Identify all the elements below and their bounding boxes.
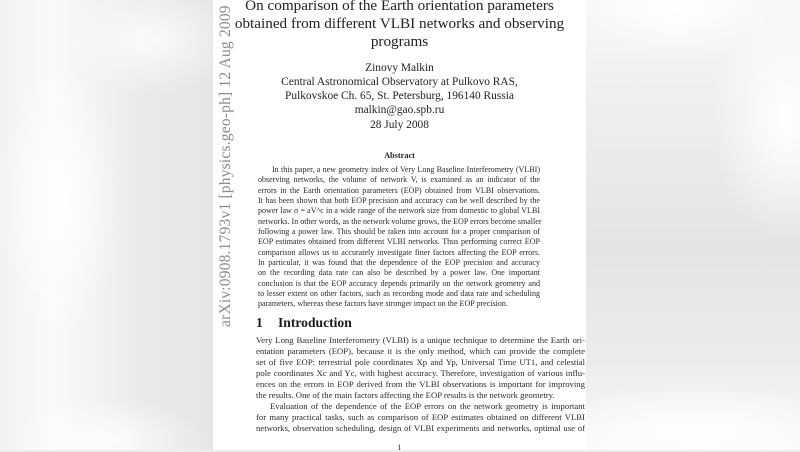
title-line: programs xyxy=(370,33,429,50)
title-line: On comparison of the Earth orientation parameters xyxy=(245,0,554,14)
abstract-line: conclusion is that the EOP accuracy depends primarily on the network geometry and xyxy=(258,278,540,288)
introduction-body xyxy=(256,335,585,434)
author-block xyxy=(213,61,586,117)
abstract-line: In this paper, a new geometry index of Very Long Baseline Interferometry (VLBI) xyxy=(272,165,540,174)
author-name: Zinovy Malkin xyxy=(365,62,434,74)
section-title: Introduction xyxy=(278,315,352,330)
intro-line: for many practical tasks, such as comparison of EOP estimates obtained on different VLBI xyxy=(256,412,585,423)
abstract-line: parameters, whereas these factors have stronger impact on the EOP precision. xyxy=(258,299,508,309)
abstract-line: observing networks, the volume of network V, is examined as an indicator of the xyxy=(258,175,540,185)
abstract-line: networks. In other words, as the network volume grows, the EOP errors become smaller xyxy=(258,216,542,226)
abstract-line: comparison allows us to accurately investigate finer factors affecting the EOP errors. xyxy=(258,247,540,257)
intro-line: set of five EOP: terrestrial pole coordinates Xp and Yp, Universal Time UT1, and celestial xyxy=(256,357,585,368)
abstract-line: In particular, it was found that the dependence of the EOP precision and accuracy xyxy=(258,258,540,268)
author-address: Pulkovskoe Ch. 65, St. Petersburg, 196140 Russia xyxy=(285,90,514,102)
intro-line: ences on the errors in EOP derived from the VLBI observations is important for improving xyxy=(256,379,585,390)
intro-line: entation parameters (EOP), because it is the only method, which can provide the complete xyxy=(256,346,585,357)
abstract-line: to lesser extent on other factors, such as recording mode and data rate and scheduling xyxy=(258,289,540,299)
intro-line: the results. One of the main factors affecting the EOP results is the network geometry. xyxy=(256,390,555,401)
abstract-line: EOP estimates obtained from different VLBI networks. Thus performing correct EOP xyxy=(258,237,540,247)
background-right xyxy=(586,0,800,450)
paper-title xyxy=(213,0,586,51)
abstract-line: It has been shown that both EOP precision and accuracy can be well described by the xyxy=(258,196,540,206)
abstract-line: power law σ = aV^c in a wide range of the network size from domestic to global VLBI xyxy=(258,206,540,216)
intro-line: networks, observation scheduling, design of VLBI experiments and networks, optimal use of xyxy=(256,423,585,434)
page-number: 1 xyxy=(397,442,402,452)
author-affiliation: Central Astronomical Observatory at Pulkovo RAS, xyxy=(281,76,518,88)
abstract-body xyxy=(258,165,540,310)
paper-date: 28 July 2008 xyxy=(370,119,429,131)
intro-line: Evaluation of the dependence of the EOP errors on the network geometry is important xyxy=(270,401,585,412)
intro-line: pole coordinates Xc and Yc, with highest accuracy. Therefore, investigation of various influ- xyxy=(256,368,585,379)
abstract-line: following a power law. This should be taken into account for a proper comparison of xyxy=(258,227,540,237)
abstract-line: errors in the Earth orientation parameters (EOP) obtained from VLBI observations. xyxy=(258,185,540,195)
section-number: 1 xyxy=(256,315,263,330)
author-email[interactable]: malkin@gao.spb.ru xyxy=(354,104,445,116)
abstract-heading: Abstract xyxy=(384,151,415,160)
section-heading xyxy=(256,315,352,331)
intro-line: Very Long Baseline Interferometry (VLBI) is a unique technique to determine the Earth ori- xyxy=(256,335,585,345)
background-left xyxy=(0,0,213,450)
paper-page xyxy=(213,0,586,450)
arxiv-stamp: arXiv:0908.1793v1 [physics.geo-ph] 12 Aug 2009 xyxy=(217,5,234,327)
title-line: obtained from different VLBI networks and observing xyxy=(234,15,565,32)
abstract-line: on the recording data rate can also be described by a power law. One important xyxy=(258,268,540,278)
